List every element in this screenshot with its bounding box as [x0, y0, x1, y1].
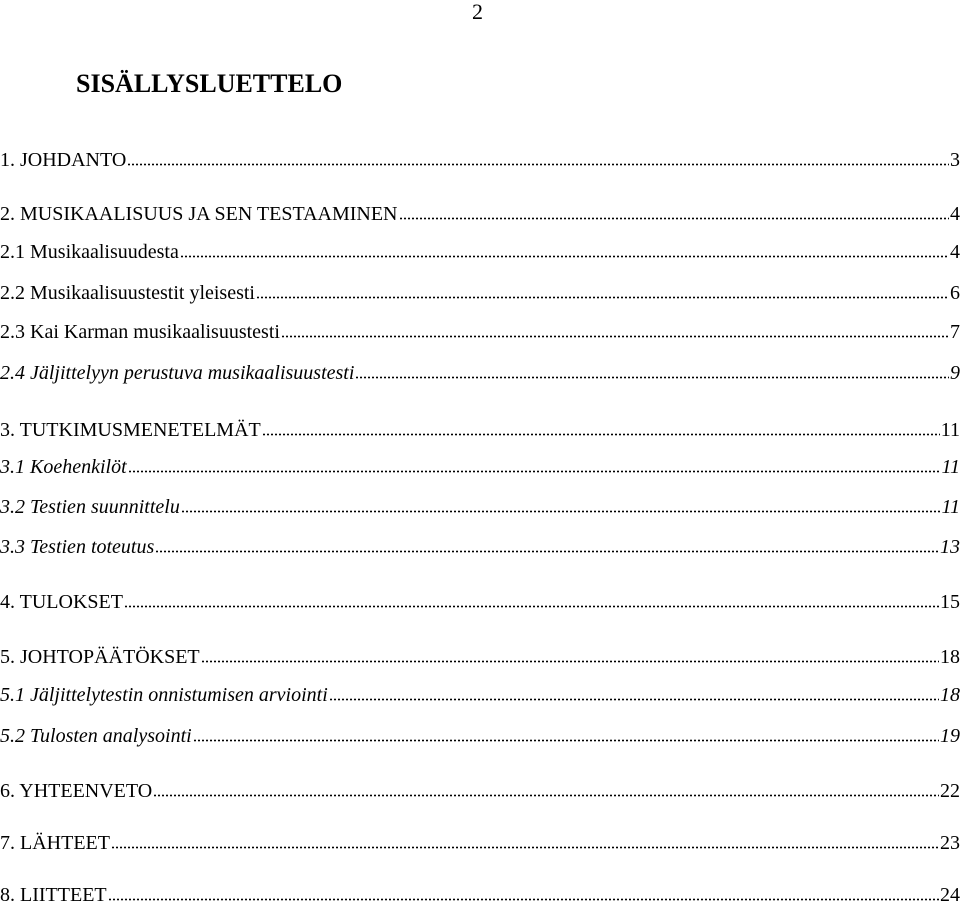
toc-entry-2-4[interactable] [0, 361, 960, 385]
toc-entry-label: 3.2 Testien suunnittelu [0, 496, 180, 518]
toc-entry-page: 23 [940, 832, 960, 854]
dot-leader [399, 206, 950, 220]
toc-entry-page: 24 [940, 884, 960, 906]
toc-entry-yhteenveto[interactable] [0, 779, 960, 803]
toc-entry-tulokset[interactable] [0, 590, 960, 614]
toc-entry-2-2[interactable] [0, 281, 960, 305]
toc-entry-page: 19 [940, 725, 960, 747]
dot-leader [128, 459, 941, 473]
toc-entry-label: 3. TUTKIMUSMENETELMÄT [0, 419, 261, 441]
toc-entry-johdanto[interactable] [0, 148, 960, 172]
page-number: 2 [472, 0, 483, 24]
dot-leader [193, 728, 939, 742]
toc-entry-page: 4 [950, 241, 960, 263]
toc-entry-page: 11 [941, 456, 960, 478]
toc-entry-page: 4 [950, 203, 960, 225]
toc-entry-label: 6. YHTEENVETO [0, 780, 153, 802]
toc-entry-page: 7 [950, 321, 960, 343]
toc-entry-label: 2.1 Musikaalisuudesta [0, 241, 179, 263]
toc-entry-page: 11 [941, 496, 960, 518]
toc-entry-lahteet[interactable] [0, 831, 960, 855]
toc-entry-label: 3.3 Testien toteutus [0, 536, 155, 558]
dot-leader [201, 649, 939, 663]
toc-entry-3-1[interactable] [0, 455, 960, 479]
dot-leader [108, 887, 939, 901]
toc-entry-page: 18 [940, 646, 960, 668]
toc-entry-johtopaatokset[interactable] [0, 645, 960, 669]
toc-entry-label: 8. LIITTEET [0, 884, 107, 906]
toc-entry-page: 6 [950, 282, 960, 304]
toc-entry-5-2[interactable] [0, 724, 960, 748]
toc-entry-2-3[interactable] [0, 320, 960, 344]
dot-leader [355, 365, 949, 379]
dot-leader [180, 244, 949, 258]
toc-entry-label: 3.1 Koehenkilöt [0, 456, 127, 478]
toc-entry-label: 2.3 Kai Karman musikaalisuustesti [0, 321, 280, 343]
toc-title: SISÄLLYSLUETTELO [76, 69, 343, 98]
dot-leader [124, 594, 939, 608]
toc-entry-2-1[interactable] [0, 240, 960, 264]
toc-entry-tutkimusmenetelmat[interactable] [0, 418, 960, 442]
toc-entry-3-3[interactable] [0, 535, 960, 559]
toc-entry-page: 11 [940, 419, 960, 441]
dot-leader [181, 499, 941, 513]
toc-entry-page: 18 [940, 684, 960, 706]
dot-leader [127, 152, 949, 166]
dot-leader [155, 539, 939, 553]
dot-leader [153, 783, 939, 797]
toc-entry-label: 2. MUSIKAALISUUS JA SEN TESTAAMINEN [0, 203, 398, 225]
toc-entry-label: 5. JOHTOPÄÄTÖKSET [0, 646, 200, 668]
toc-entry-page: 22 [940, 780, 960, 802]
toc-entry-page: 15 [940, 591, 960, 613]
dot-leader [329, 687, 939, 701]
toc-entry-liitteet[interactable] [0, 883, 960, 907]
dot-leader [262, 422, 940, 436]
dot-leader [111, 835, 939, 849]
toc-entry-page: 13 [940, 536, 960, 558]
toc-entry-page: 3 [950, 149, 960, 171]
toc-entry-5-1[interactable] [0, 683, 960, 707]
toc-entry-label: 2.2 Musikaalisuustestit yleisesti [0, 282, 255, 304]
dot-leader [281, 324, 949, 338]
toc-entry-musikaalisuus[interactable] [0, 202, 960, 226]
toc-entry-label: 1. JOHDANTO [0, 149, 127, 171]
toc-entry-label: 5.1 Jäljittelytestin onnistumisen arviointi [0, 684, 328, 706]
toc-entry-label: 4. TULOKSET [0, 591, 123, 613]
toc-entry-page: 9 [950, 362, 960, 384]
toc-entry-label: 2.4 Jäljittelyyn perustuva musikaalisuustesti [0, 362, 355, 384]
toc-entry-label: 5.2 Tulosten analysointi [0, 725, 192, 747]
dot-leader [256, 285, 949, 299]
toc-entry-3-2[interactable] [0, 495, 960, 519]
toc-entry-label: 7. LÄHTEET [0, 832, 110, 854]
